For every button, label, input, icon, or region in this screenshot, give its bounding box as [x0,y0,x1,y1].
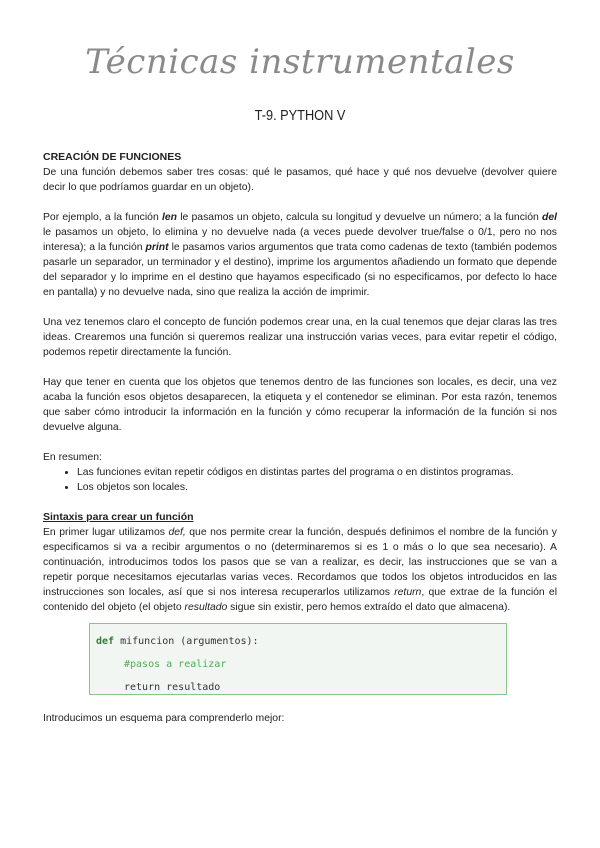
document-body [43,150,557,741]
summary-list [43,465,557,495]
section-heading-sintaxis: Sintaxis para crear un función [43,511,194,523]
code-line-def [96,630,506,653]
text-run: le pasamos varios argumentos que trata como cadenas de texto (también podemos pasarle un separador, un terminador y el destino), imprime los argumentos añadiendo un formato que depende del separador y lo imprime en el destino que hayamos especificado (si no especificamos, por defecto lo hace en pantalla) y no devuelve nada, sino que realiza la acción de imprimir. [43,242,557,298]
keyword-resultado: resultado [184,602,228,613]
paragraph-syntax [43,525,557,615]
keyword-len: len [161,212,177,223]
paragraph-intro: De una función debemos saber tres cosas: qué le pasamos, qué hace y qué nos devuelve (devolver quiere decir lo que podríamos guardar en un objeto). [43,167,557,193]
section-heading-creacion: CREACIÓN DE FUNCIONES [43,151,182,163]
code-keyword-def: def [96,636,115,647]
document-title: Técnicas instrumentales [85,42,515,82]
text-run: que nos permite crear la función, después definimos el nombre de la función y especificamos si va a recibir argumentos o no (determinaremos si es 1 o más o lo que sea necesario). A continuación, introducimos todos los pasos que se van a realizar, es decir, las instrucciones que se van a repetir porque necesitamos ejecutarlas varias veces. Recordamos que todos los objetos introducidos en las instrucciones son locales, así que si nos interesa recuperarlos utilizamos [43,527,557,598]
code-line-return: return resultado [124,682,221,693]
text-run: Por ejemplo, a la función [43,212,162,223]
paragraph-concept: Una vez tenemos claro el concepto de función podemos crear una, en la cual tenemos que dejar claras las tres ideas. Crearemos una función si queremos realizar una instrucción varias veces, para evitar repetir el código, podemos repetir directamente la función. [43,317,557,358]
list-item: • Las funciones evitan repetir códigos en distintas partes del programa o en distintos programas. [77,465,557,480]
text-run: sigue sin existir, pero hemos extraído el dato que almacena). [227,602,511,613]
summary-intro: En resumen: [43,452,102,463]
text-run: le pasamos un objeto, calcula su longitud y devuelve un número; a la función [176,212,542,223]
keyword-print: print [145,242,169,253]
keyword-def: def, [168,527,186,538]
list-item: • Los objetos son locales. [77,480,557,495]
keyword-del: del [542,212,558,223]
text-run: En primer lugar utilizamos [43,527,169,538]
text-run: , que extrae de la función el contenido del objeto (el objeto [43,587,557,613]
keyword-return: return [394,587,422,598]
paragraph-examples [43,210,557,300]
code-block [89,623,507,695]
document-subtitle: T-9. PYTHON V [254,107,346,124]
code-line-comment: #pasos a realizar [124,659,227,670]
text-run: le pasamos un objeto, lo elimina y no devuelve nada (a veces puede devolver true/false o 0/1, pero no nos interesa); a la función [43,227,557,253]
paragraph-local-objects: Hay que tener en cuenta que los objetos que tenemos dentro de las funciones son locales, es decir, una vez acaba la función esos objetos desaparecen, la etiqueta y el contenedor se eliminan. Por esta razón, tenemos que saber cómo introducir la información en la función y cómo recuperar la información de la función si nos devuelve alguna. [43,377,557,433]
paragraph-closing: Introducimos un esquema para comprenderlo mejor: [43,713,285,724]
code-signature: mifuncion (argumentos): [114,636,259,647]
